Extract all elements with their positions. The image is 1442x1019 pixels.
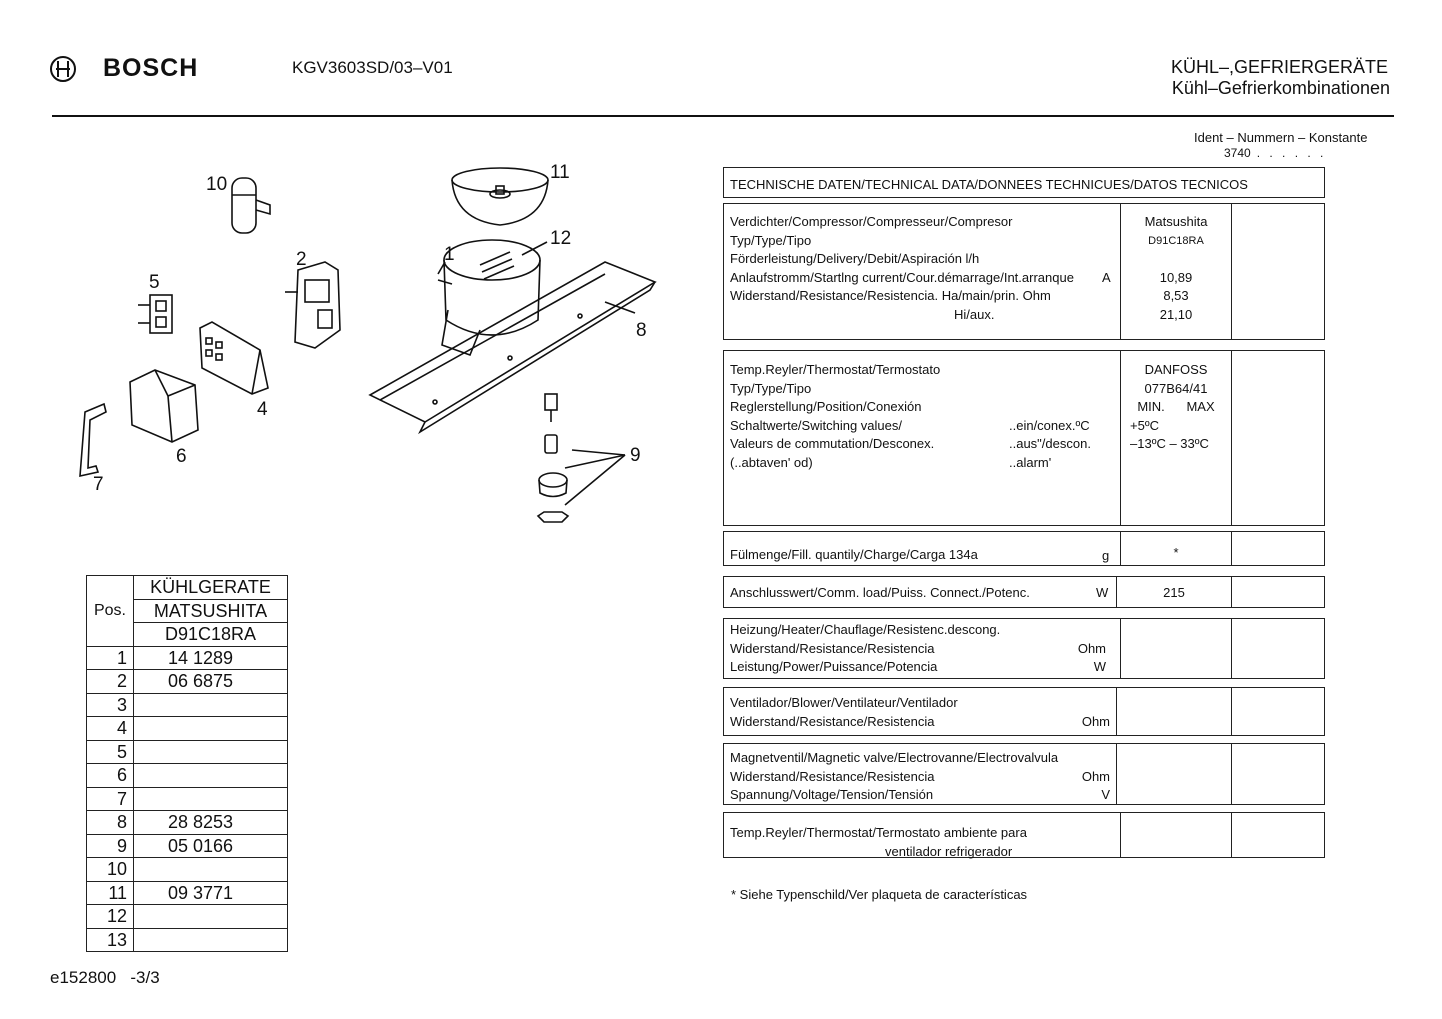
- fill-box: [723, 531, 1325, 566]
- label-1: 1: [444, 244, 455, 265]
- table-row: [87, 646, 288, 670]
- switch-label: ..aus"/descon.: [1009, 436, 1091, 451]
- spec-line: Anlaufstromm/Startlng current/Cour.démarrage/Int.arranque: [730, 269, 1074, 285]
- header-row: D91C18RA: [134, 623, 288, 647]
- protector-box-icon: [200, 322, 268, 394]
- spec-line: (..abtaven' od): [730, 454, 813, 470]
- heater-box: [723, 618, 1325, 679]
- unit-label: V: [1101, 787, 1110, 802]
- pos-cell: 2: [87, 670, 134, 694]
- table-row: [87, 881, 288, 905]
- label-10: 10: [206, 174, 228, 195]
- category-subtitle: Kühl–Gefrierkombinationen: [1171, 78, 1390, 98]
- part-number-cell: 14 1289: [134, 646, 288, 670]
- pos-cell: 5: [87, 740, 134, 764]
- spec-line: Widerstand/Resistance/Resistencia. Ha/main/prin. Ohm: [730, 288, 1051, 303]
- pos-cell: 4: [87, 717, 134, 741]
- header-divider: [52, 115, 1394, 117]
- spec-value: 21,10: [1159, 306, 1193, 322]
- label-11: 11: [550, 162, 570, 183]
- spec-line: Widerstand/Resistance/Resistencia: [730, 768, 935, 784]
- tech-title: TECHNISCHE DATEN/TECHNICAL DATA/DONNEES TECHNICUES/DATOS TECNICOS: [730, 177, 1248, 192]
- part-number-cell: [134, 693, 288, 717]
- ident-number: 3740 . . . . . .: [1224, 146, 1327, 160]
- unit-label: [1078, 621, 1106, 640]
- spec-value: D91C18RA: [1148, 234, 1204, 247]
- capacitor-icon: [232, 178, 270, 233]
- pos-cell: 3: [87, 693, 134, 717]
- part-number-cell: [134, 787, 288, 811]
- compressor-box: [723, 203, 1325, 340]
- pos-cell: 6: [87, 764, 134, 788]
- spec-value: DANFOSS: [1144, 362, 1208, 377]
- unit-label: [1082, 694, 1110, 713]
- spec-line: Temp.Reyler/Thermostat/Termostato: [730, 362, 941, 377]
- spec-value: +5ºC: [1130, 417, 1159, 433]
- switch-label: ..alarm': [1009, 454, 1052, 470]
- cover-block-icon: [130, 370, 198, 442]
- part-number-cell: 05 0166: [134, 834, 288, 858]
- table-row: [87, 717, 288, 741]
- ambient-thermostat-box: [723, 812, 1325, 858]
- clip-icon: [80, 404, 106, 476]
- spec-line: Anschlusswert/Comm. load/Puiss. Connect./Potenc.: [730, 585, 1030, 600]
- pos-header: Pos.: [87, 576, 134, 647]
- table-row: [87, 905, 288, 929]
- tech-title-box: [723, 167, 1325, 198]
- footnote: * Siehe Typenschild/Ver plaqueta de características: [731, 887, 1028, 902]
- spec-value: 8,53: [1163, 288, 1189, 303]
- spec-line: Typ/Type/Tipo: [730, 380, 812, 396]
- spec-line: Heizung/Heater/Chauflage/Resistenc.descong.: [730, 622, 1001, 637]
- ident-label: Ident – Nummern – Konstante: [1194, 130, 1368, 145]
- load-box: [723, 576, 1325, 608]
- bosch-logo-icon: [50, 56, 76, 82]
- pos-cell: 7: [87, 787, 134, 811]
- table-row: [87, 834, 288, 858]
- table-row: [87, 740, 288, 764]
- table-row: [87, 693, 288, 717]
- spec-line: Widerstand/Resistance/Resistencia: [730, 713, 935, 729]
- blower-box: [723, 687, 1325, 736]
- header-row: MATSUSHITA: [134, 599, 288, 623]
- table-row: [87, 787, 288, 811]
- spec-line: Förderleistung/Delivery/Debit/Aspiración l/h: [730, 251, 980, 266]
- label-12: 12: [550, 228, 572, 249]
- spec-value: 077B64/41: [1144, 380, 1208, 396]
- label-2: 2: [296, 249, 307, 270]
- mounting-rail-icon: [370, 262, 655, 432]
- spec-line: Magnetventil/Magnetic valve/Electrovanne/Electrovalvula: [730, 750, 1059, 765]
- spec-value: MIN. MAX: [1137, 399, 1215, 414]
- spec-line: Leistung/Power/Puissance/Potencia: [730, 659, 938, 674]
- unit-label: W: [1093, 659, 1106, 674]
- spec-value: Matsushita: [1144, 214, 1208, 229]
- spec-value: –13ºC – 33ºC: [1130, 436, 1209, 451]
- spec-line: ventilador refrigerador: [885, 843, 1013, 859]
- unit-label: Ohm: [1081, 713, 1110, 729]
- unit-label: [1082, 749, 1110, 768]
- label-8: 8: [636, 320, 647, 341]
- spec-line: Widerstand/Resistance/Resistencia: [730, 640, 935, 656]
- unit-label: A: [1102, 269, 1111, 285]
- spec-line: Valeurs de commutation/Desconex.: [730, 436, 935, 451]
- exploded-parts-diagram: [60, 150, 700, 540]
- part-number-cell: [134, 928, 288, 952]
- part-number-cell: 28 8253: [134, 811, 288, 835]
- model-number: KGV3603SD/03–V01: [292, 58, 453, 77]
- spec-line: Hi/aux.: [954, 306, 995, 322]
- thermostat-box: [723, 350, 1325, 526]
- spec-line: Verdichter/Compressor/Compresseur/Compresor: [730, 214, 1013, 229]
- label-5: 5: [149, 272, 160, 293]
- spec-value: 10,89: [1159, 269, 1193, 285]
- spec-line: Ventilador/Blower/Ventilateur/Ventilador: [730, 695, 958, 710]
- part-number-cell: [134, 717, 288, 741]
- pos-cell: 9: [87, 834, 134, 858]
- part-number-cell: [134, 905, 288, 929]
- spec-line: Typ/Type/Tipo: [730, 232, 812, 248]
- pos-cell: 10: [87, 858, 134, 882]
- start-relay-icon: [285, 262, 340, 348]
- part-number-cell: [134, 858, 288, 882]
- header-row: KÜHLGERATE: [134, 576, 288, 600]
- pos-cell: 1: [87, 646, 134, 670]
- unit-label: W: [1096, 585, 1109, 600]
- label-7: 7: [93, 474, 104, 495]
- spec-value: [1121, 250, 1231, 269]
- part-number-cell: 06 6875: [134, 670, 288, 694]
- table-row: [87, 811, 288, 835]
- table-row: [87, 764, 288, 788]
- pos-cell: 12: [87, 905, 134, 929]
- part-number-cell: [134, 764, 288, 788]
- pos-cell: 13: [87, 928, 134, 952]
- label-6: 6: [176, 446, 187, 467]
- spec-value: 215: [1163, 585, 1185, 600]
- spec-line: Fülmenge/Fill. quantily/Charge/Carga 134a: [730, 547, 978, 562]
- table-row: [87, 928, 288, 952]
- part-number-cell: 09 3771: [134, 881, 288, 905]
- spec-line: Schaltwerte/Switching values/: [730, 417, 902, 433]
- table-row: [87, 670, 288, 694]
- terminal-block-icon: [138, 295, 172, 333]
- part-number-cell: [134, 740, 288, 764]
- unit-label: Ohm: [1081, 768, 1110, 784]
- pos-cell: 8: [87, 811, 134, 835]
- brand-name: BOSCH: [103, 54, 199, 82]
- compressor-cover-icon: [452, 168, 548, 225]
- category-title: KÜHL–,GEFRIERGERÄTE: [1170, 57, 1388, 77]
- unit-label: Ohm: [1077, 640, 1106, 656]
- label-9: 9: [630, 445, 641, 466]
- spec-line: Temp.Reyler/Thermostat/Termostato ambiente para: [730, 825, 1027, 840]
- spec-line: Reglerstellung/Position/Conexión: [730, 399, 922, 414]
- unit-label: g: [1102, 548, 1110, 563]
- parts-table: [86, 575, 288, 952]
- fastener-set-icon: [538, 394, 625, 522]
- document-id: e152800 -3/3: [50, 968, 160, 987]
- spec-line: Spannung/Voltage/Tension/Tensión: [730, 787, 934, 802]
- spec-value: *: [1173, 545, 1179, 560]
- switch-label: ..ein/conex.ºC: [1009, 417, 1090, 433]
- valve-box: [723, 743, 1325, 805]
- label-4: 4: [257, 399, 268, 420]
- pos-cell: 11: [87, 881, 134, 905]
- table-row: [87, 858, 288, 882]
